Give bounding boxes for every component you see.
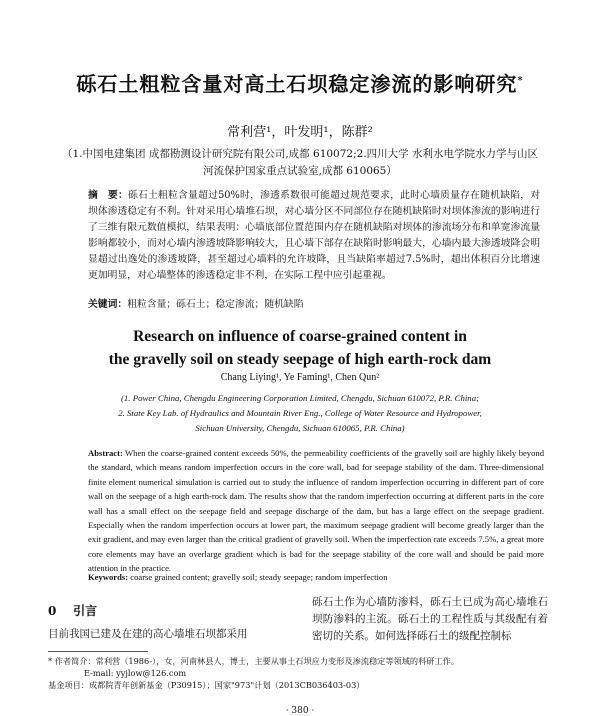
intro-right-column: 砾石土作为心墙防渗料，砾石土已成为高心墙堆石坝防渗料的主流。砾石土的工程性质与其级配有着密切的关系。如何选择砾石土的级配控制标 (312, 596, 548, 642)
english-affiliation (70, 391, 530, 436)
chinese-title: 砾石土粗粒含量对高土石坝稳定渗流的影响研究* (76, 72, 524, 96)
footnote-funding: 基金项目：成都院青年创新基金（P30915）；国家"973"计划（2013CB036403-03） (48, 680, 365, 690)
affiliation-cn-line: （1.中国电建集团 成都勘测设计研究院有限公司,成都 610072;2.四川大学 水利水电学院水力学与山区 (61, 148, 538, 160)
section-number: 0 (48, 604, 57, 618)
english-title-line: the gravelly soil on steady seepage of high earth-rock dam (108, 351, 492, 368)
chinese-authors: 常利营¹，叶发明¹，陈群² (227, 125, 373, 140)
abstract-en-label: Abstract: (88, 448, 123, 458)
section-heading (48, 602, 97, 619)
page-number: · 380 · (285, 706, 315, 716)
english-keywords (88, 572, 544, 582)
keywords-en-label: Keywords: (88, 572, 129, 582)
intro-left-column: 目前我国已建及在建的高心墙堆石坝都采用 (48, 628, 248, 640)
chinese-affiliation (40, 146, 560, 180)
footnote-email: E-mail: yyjlow@126.com (84, 668, 187, 678)
footnotes (48, 655, 548, 691)
affiliation-en-line: Sichuan University, Chengdu, Sichuan 610065, P.R. China) (195, 423, 405, 433)
affiliation-en-line: 2. State Key Lab. of Hydraulics and Mountain River Eng., College of Water Resource and Hydropower, (118, 408, 482, 418)
footnote-rule (48, 651, 148, 652)
abstract-en-text: When the coarse-grained content exceeds 50%, the permeability coefficients of the gravelly soil are highly likely beyond the standard, which means random imperfection occurs in the core wall, bad for seepage stability of the dam. Three-dimensional finite element numerical simulation is carried out to study the influence of random imperfection occurring in different part of core wall on the seepage of a high earth-rock dam. The results show that the random imperfection occurring at different parts in the core wall has a small effect on the seepage field and seepage discharge of the dam, but has a large effect on the seepage gradient. Especially when the random imperfection occurs at lower part, the maximum seepage gradient will become greatly larger than the exit gradient, and may even larger than the critical gradient of gravelly soil. When the imperfection rate exceeds 7.5%, a great more core elements may have an overlarge gradient which is bad for the seepage stability of the core wall and should be paid more attention in the practice. (88, 448, 544, 574)
section-title: 引言 (73, 604, 98, 618)
keywords-en-text: coarse grained content; gravelly soil; steady seepage; random imperfection (130, 572, 388, 582)
english-abstract (88, 446, 544, 576)
footnote-author: * 作者简介：常利营（1986-），女，河南林县人，博士，主要从事土石坝应力变形及渗流稳定等领域的科研工作。 (48, 656, 460, 666)
keywords-cn-label: 关键词： (88, 299, 128, 310)
english-title-line: Research on influence of coarse-grained content in (133, 328, 467, 345)
title-footnote-mark: * (517, 75, 524, 87)
chinese-abstract (88, 188, 540, 284)
english-title (60, 325, 540, 371)
abstract-cn-text: 砾石土粗粒含量超过50%时，渗透系数很可能超过规范要求，此时心墙质量存在随机缺陷，对坝体渗透稳定有不利。针对采用心墙堆石坝，对心墙分区不同部位存在随机缺陷时对坝体渗流的影响进行了三维有限元数值模拟，结果表明：心墙底部位置范围内存在随机缺陷对坝体的渗流场分布和单宽渗流量影响都较小，而对心墙内渗透坡降影响较大，且心墙下部存在缺陷时影响最大，心墙内最大渗透坡降会明显超过出逸处的渗透坡降，甚至超过心墙料的允许坡降，且当缺陷率超过7.5%时，超出体积百分比增速更加明显，对心墙整体的渗透稳定非不利，在实际工程中应引起重视。 (88, 190, 541, 281)
english-authors: Chang Liying¹, Ye Faming¹, Chen Qun² (220, 372, 380, 383)
keywords-cn-text: 粗粒含量；砾石土；稳定渗流；随机缺陷 (127, 299, 304, 310)
affiliation-cn-line: 河流保护国家重点试验室,成都 610065） (203, 165, 397, 177)
abstract-cn-label: 摘 要： (88, 190, 129, 201)
affiliation-en-line: (1. Power China, Chengdu Engineering Corporation Limited, Chengdu, Sichuan 610072, P.R. China; (120, 393, 480, 403)
chinese-keywords (88, 296, 540, 310)
